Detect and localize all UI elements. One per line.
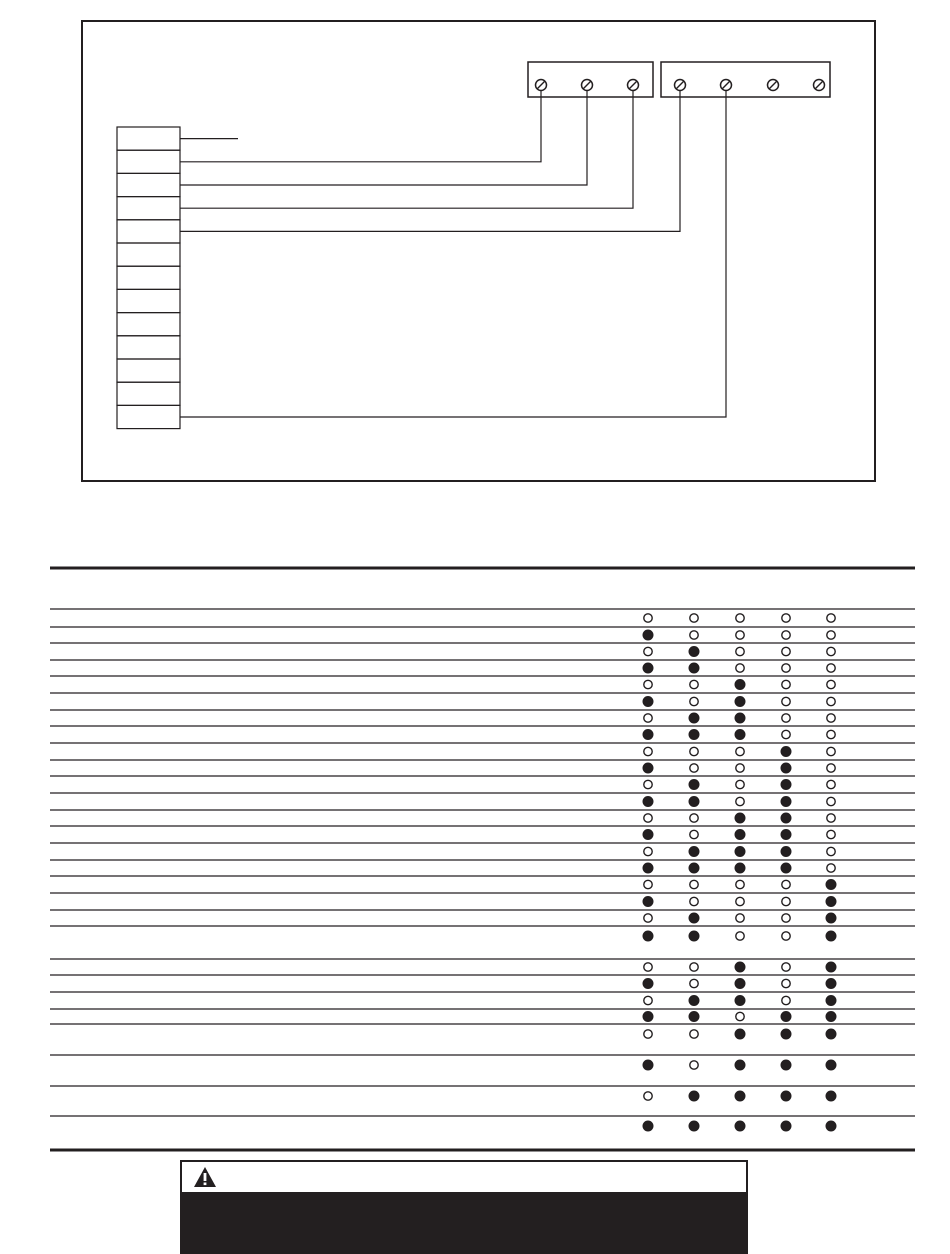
switch-3-off-dot <box>736 647 744 655</box>
switch-3-on-dot <box>735 713 745 723</box>
switch-2-on-dot <box>689 847 699 857</box>
switch-3-off-dot <box>736 897 744 905</box>
switch-4-on-dot <box>781 863 791 873</box>
switch-2-on-dot <box>689 647 699 657</box>
switch-1-on-dot <box>643 1012 653 1022</box>
table-row <box>644 913 836 923</box>
switch-4-on-dot <box>781 780 791 790</box>
switch-2-off-dot <box>690 631 698 639</box>
switch-3-off-dot <box>736 932 744 940</box>
switch-5-on-dot <box>826 897 836 907</box>
table-row <box>643 863 835 873</box>
switch-1-off-dot <box>644 880 652 888</box>
switch-1-off-dot <box>644 780 652 788</box>
switch-1-on-dot <box>643 697 653 707</box>
switch-2-off-dot <box>690 979 698 987</box>
switch-4-off-dot <box>782 979 790 987</box>
table-row <box>644 614 835 622</box>
switch-5-off-dot <box>827 830 835 838</box>
switch-1-on-dot <box>643 630 653 640</box>
switch-5-off-dot <box>827 864 835 872</box>
switch-1-off-dot <box>644 1030 652 1038</box>
switch-1-off-dot <box>644 1092 652 1100</box>
switch-2-on-dot <box>689 730 699 740</box>
warning-body <box>182 1192 746 1252</box>
table-row <box>643 763 835 773</box>
switch-4-off-dot <box>782 680 790 688</box>
switch-5-on-dot <box>826 1121 836 1131</box>
switch-5-off-dot <box>827 847 835 855</box>
switch-2-on-dot <box>689 1091 699 1101</box>
switch-1-off-dot <box>644 747 652 755</box>
switch-2-off-dot <box>690 897 698 905</box>
switch-3-off-dot <box>736 664 744 672</box>
switch-4-on-dot <box>781 830 791 840</box>
switch-3-off-dot <box>736 764 744 772</box>
switch-1-off-dot <box>644 847 652 855</box>
switch-4-off-dot <box>782 963 790 971</box>
switch-2-on-dot <box>689 1121 699 1131</box>
switch-1-off-dot <box>644 914 652 922</box>
switch-3-off-dot <box>736 780 744 788</box>
switch-5-off-dot <box>827 647 835 655</box>
switch-2-on-dot <box>689 996 699 1006</box>
switch-4-off-dot <box>782 932 790 940</box>
switch-3-off-dot <box>736 747 744 755</box>
switch-3-on-dot <box>735 730 745 740</box>
table-row <box>643 979 836 989</box>
table-row <box>644 813 835 823</box>
switch-4-on-dot <box>781 847 791 857</box>
table-row <box>643 630 835 640</box>
switch-3-on-dot <box>735 813 745 823</box>
switch-4-on-dot <box>781 747 791 757</box>
switch-2-on-dot <box>689 1012 699 1022</box>
switch-4-off-dot <box>782 914 790 922</box>
switch-5-on-dot <box>826 1091 836 1101</box>
switch-3-on-dot <box>735 962 745 972</box>
switch-4-off-dot <box>782 697 790 705</box>
table-row <box>643 830 835 840</box>
switch-5-off-dot <box>827 664 835 672</box>
switch-1-on-dot <box>643 931 653 941</box>
table-row <box>643 1060 836 1070</box>
switch-2-on-dot <box>689 863 699 873</box>
switch-5-off-dot <box>827 780 835 788</box>
switch-2-on-dot <box>689 913 699 923</box>
switch-5-off-dot <box>827 680 835 688</box>
switch-3-off-dot <box>736 614 744 622</box>
switch-3-off-dot <box>736 631 744 639</box>
warning-triangle-icon <box>193 1166 217 1188</box>
switch-2-off-dot <box>690 830 698 838</box>
switch-5-on-dot <box>826 1012 836 1022</box>
table-row <box>643 897 836 907</box>
switch-3-on-dot <box>735 1091 745 1101</box>
switch-1-off-dot <box>644 714 652 722</box>
table-row <box>643 931 836 941</box>
switch-1-on-dot <box>643 1121 653 1131</box>
switch-5-off-dot <box>827 714 835 722</box>
table-row <box>644 1029 836 1039</box>
switch-2-off-dot <box>690 747 698 755</box>
switch-1-on-dot <box>643 730 653 740</box>
switch-4-off-dot <box>782 730 790 738</box>
switch-2-off-dot <box>690 1061 698 1069</box>
table-row <box>643 797 835 807</box>
switch-2-off-dot <box>690 814 698 822</box>
switch-3-on-dot <box>735 847 745 857</box>
switch-5-off-dot <box>827 730 835 738</box>
switch-4-off-dot <box>782 996 790 1004</box>
switch-4-on-dot <box>781 797 791 807</box>
table-row <box>643 663 835 673</box>
switch-1-off-dot <box>644 963 652 971</box>
switch-4-off-dot <box>782 880 790 888</box>
switch-1-on-dot <box>643 830 653 840</box>
table-row <box>644 747 835 757</box>
switch-5-off-dot <box>827 797 835 805</box>
switch-1-on-dot <box>643 979 653 989</box>
switch-1-on-dot <box>643 797 653 807</box>
switch-4-on-dot <box>781 1060 791 1070</box>
switch-4-on-dot <box>781 813 791 823</box>
switch-5-on-dot <box>826 962 836 972</box>
table-row <box>644 847 835 857</box>
switch-5-on-dot <box>826 880 836 890</box>
table-row <box>643 730 835 740</box>
switch-2-on-dot <box>689 780 699 790</box>
switch-2-off-dot <box>690 614 698 622</box>
switch-1-on-dot <box>643 897 653 907</box>
switch-1-on-dot <box>643 1060 653 1070</box>
table-row <box>644 880 836 890</box>
switch-1-off-dot <box>644 814 652 822</box>
table-row <box>644 962 836 972</box>
warning-box <box>180 1160 748 1254</box>
warning-header <box>182 1162 746 1192</box>
switch-2-on-dot <box>689 713 699 723</box>
table-row <box>643 1121 836 1131</box>
switch-5-off-dot <box>827 764 835 772</box>
switch-5-off-dot <box>827 814 835 822</box>
switch-1-off-dot <box>644 996 652 1004</box>
switch-5-off-dot <box>827 697 835 705</box>
switch-5-on-dot <box>826 1029 836 1039</box>
table-row <box>643 1012 836 1022</box>
switch-5-off-dot <box>827 614 835 622</box>
table-row <box>644 1091 836 1101</box>
switch-2-on-dot <box>689 663 699 673</box>
table-row <box>644 713 835 723</box>
switch-3-on-dot <box>735 863 745 873</box>
switch-1-on-dot <box>643 863 653 873</box>
switch-5-off-dot <box>827 631 835 639</box>
table-row <box>644 996 836 1006</box>
switch-4-on-dot <box>781 1029 791 1039</box>
switch-4-on-dot <box>781 763 791 773</box>
switch-3-off-dot <box>736 1012 744 1020</box>
switch-3-on-dot <box>735 1121 745 1131</box>
switch-1-off-dot <box>644 680 652 688</box>
switch-5-on-dot <box>826 996 836 1006</box>
switch-2-off-dot <box>690 764 698 772</box>
switch-4-off-dot <box>782 647 790 655</box>
switch-4-off-dot <box>782 714 790 722</box>
switch-3-off-dot <box>736 914 744 922</box>
switch-1-off-dot <box>644 647 652 655</box>
switch-5-on-dot <box>826 931 836 941</box>
switch-4-off-dot <box>782 614 790 622</box>
switch-2-off-dot <box>690 1030 698 1038</box>
switch-3-off-dot <box>736 797 744 805</box>
table-row <box>644 780 835 790</box>
switch-3-on-dot <box>735 1029 745 1039</box>
switch-3-on-dot <box>735 1060 745 1070</box>
switch-3-on-dot <box>735 680 745 690</box>
switch-2-off-dot <box>690 963 698 971</box>
switch-4-on-dot <box>781 1091 791 1101</box>
switch-4-off-dot <box>782 897 790 905</box>
switch-2-on-dot <box>689 931 699 941</box>
switch-5-on-dot <box>826 979 836 989</box>
switch-3-on-dot <box>735 697 745 707</box>
table-row <box>644 647 835 657</box>
switch-4-off-dot <box>782 631 790 639</box>
switch-1-on-dot <box>643 763 653 773</box>
table-row <box>644 680 835 690</box>
switch-2-on-dot <box>689 797 699 807</box>
switch-4-on-dot <box>781 1121 791 1131</box>
switch-4-off-dot <box>782 664 790 672</box>
switch-5-on-dot <box>826 913 836 923</box>
switch-1-off-dot <box>644 614 652 622</box>
switch-3-on-dot <box>735 996 745 1006</box>
switch-1-on-dot <box>643 663 653 673</box>
switch-2-off-dot <box>690 680 698 688</box>
switch-3-off-dot <box>736 880 744 888</box>
switch-2-off-dot <box>690 697 698 705</box>
switch-5-off-dot <box>827 747 835 755</box>
switch-4-on-dot <box>781 1012 791 1022</box>
switch-5-on-dot <box>826 1060 836 1070</box>
switch-3-on-dot <box>735 830 745 840</box>
table-row <box>643 697 835 707</box>
switch-2-off-dot <box>690 880 698 888</box>
switch-3-on-dot <box>735 979 745 989</box>
